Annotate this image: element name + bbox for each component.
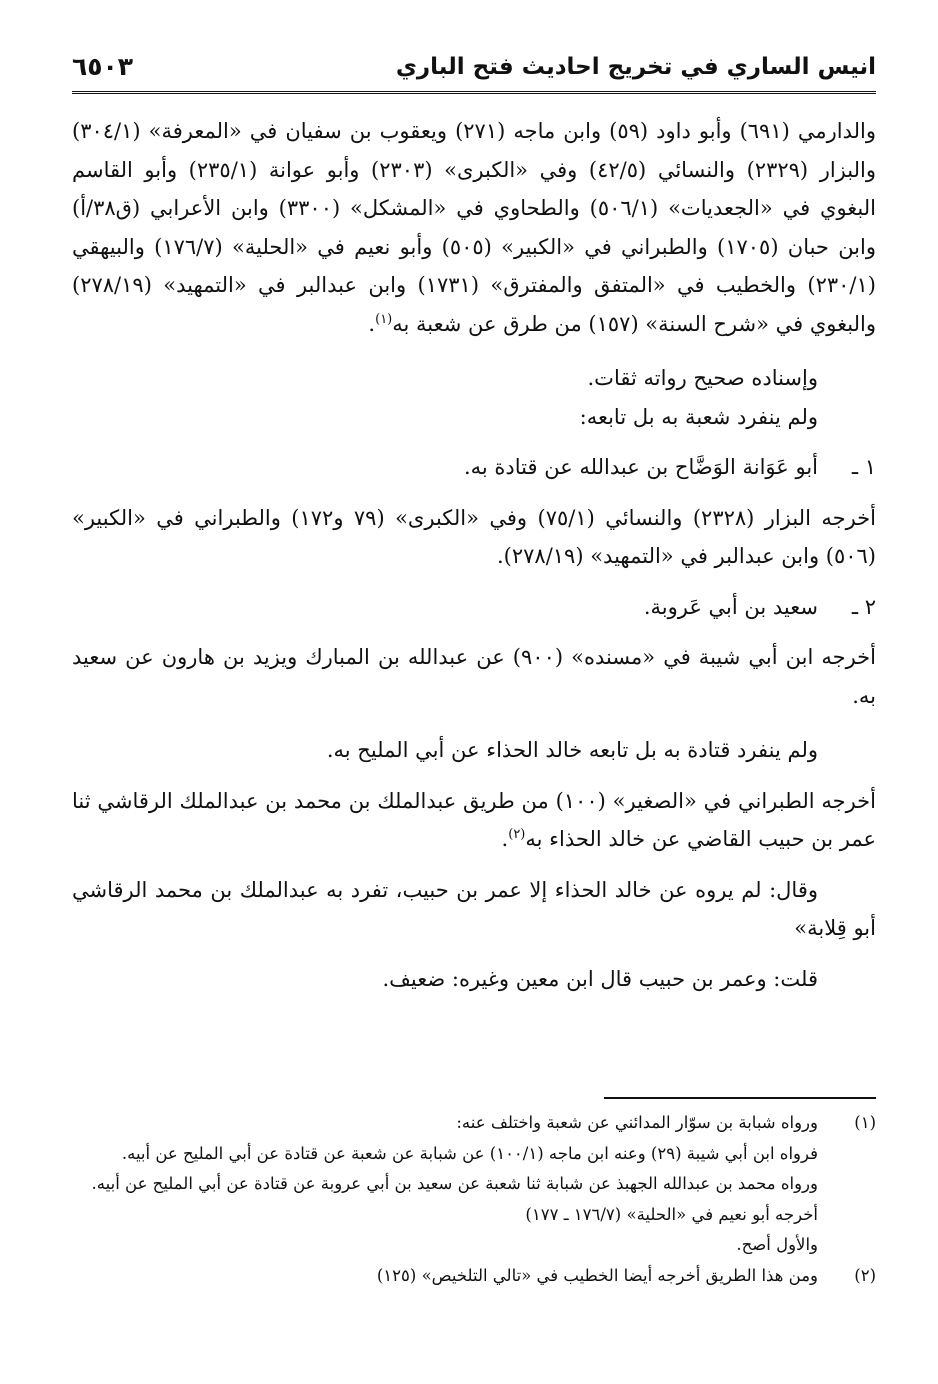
paragraph-tabarani-text: أخرجه الطبراني في «الصغير» (١٠٠) من طريق عبدالملك بن محمد بن عبدالملك الرقاشي ثنا عمر بن حبيب القاضي عن خالد الحذاء به <box>72 788 877 851</box>
paragraph-quote: وقال: لم يروه عن خالد الحذاء إلا عمر بن حبيب، تفرد به عبدالملك بن محمد الرقاشي أبو قِلابة» <box>72 877 876 940</box>
header-rule <box>72 91 876 94</box>
paragraph-verdict: قلت: وعمر بن حبيب قال ابن معين وغيره: ضعيف. <box>382 966 818 991</box>
paragraph-item2-source: أخرجه ابن أبي شيبة في «مسنده» (٩٠٠) عن عبدالله بن المبارك ويزيد بن هارون عن سعيد به. <box>72 645 876 708</box>
paragraph-references-end: . <box>368 311 376 336</box>
footnote-ref-1[interactable]: (١) <box>375 311 393 327</box>
footnote-separator <box>604 1097 876 1099</box>
paragraph-follow-up: ولم ينفرد شعبة به بل تابعه: <box>579 404 818 429</box>
paragraph-references-text: والدارمي (٦٩١) وأبو داود (٥٩) وابن ماجه (٢٧١) ويعقوب بن سفيان في «المعرفة» (٣٠٤/١) والبزار (٢٣٢٩) والنسائي (٤٢/٥) وفي «الكبرى» (٢٣٠٣) وأبو عوانة (٢٣٥/١) وأبو القاسم البغوي في «الجعديات» (٥٠٦/١) والطحاوي في «المشكل» (٣٣٠٠) وابن الأعرابي (ق٣٨/أ) وابن حبان (١٧٠٥) والطبراني في «الكبير» (٥٠٥) وأبو نعيم في «الحلية» (١٧٦/٧) والبيهقي (٢٣٠/١) والخطيب في «المتفق والمفترق» (١٧٣١) وابن عبدالبر في «التمهيد» (٢٧٨/١٩) والبغوي في «شرح السنة» (١٥٧) من طرق عن شعبة به <box>72 119 876 336</box>
list-item-1 <box>72 448 876 487</box>
list-item-1-text: أبو عَوَانة الوَضَّاح بن عبدالله عن قتادة به. <box>463 455 818 479</box>
footnote-ref-2[interactable]: (٢) <box>508 827 526 842</box>
footnote-1-line-3: ورواه محمد بن عبدالله الجهبذ عن شبابة ثنا شعبة عن سعيد بن أبي عروبة عن قتادة عن أبي المليح عن أبيه. <box>91 1174 818 1193</box>
list-item-2 <box>72 588 876 627</box>
paragraph-tabarani <box>72 782 876 859</box>
paragraph-isnad: وإسناده صحيح رواته ثقات. <box>587 366 818 390</box>
footnote-1 <box>72 1108 876 1139</box>
page-header <box>72 52 876 94</box>
footnote-2-mark: (٢) <box>854 1265 876 1285</box>
paragraph-tabarani-end: . <box>501 827 509 851</box>
footnote-1-line-5: والأول أصح. <box>736 1235 818 1254</box>
main-text <box>72 112 876 998</box>
paragraph-khalid: ولم ينفرد قتادة به بل تابعه خالد الحذاء عن أبي المليح به. <box>326 738 818 762</box>
footnote-2 <box>72 1261 876 1292</box>
footnote-1-line-1: ورواه شبابة بن سوّار المدائني عن شعبة واختلف عنه: <box>456 1113 818 1132</box>
footnotes <box>72 1108 876 1291</box>
footnote-1-mark: (١) <box>854 1113 876 1132</box>
running-title: انيس الساري في تخريج احاديث فتح الباري <box>395 54 876 80</box>
list-item-1-number: ١ ـ <box>851 455 876 479</box>
footnote-1-line-2: فرواه ابن أبي شيبة (٢٩) وعنه ابن ماجه (١٠٠/١) عن شبابة عن شعبة عن قتادة عن أبي المليح عن أبيه. <box>121 1143 818 1163</box>
footnote-1-line-4: أخرجه أبو نعيم في «الحلية» (١٧٦/٧ ـ ١٧٧) <box>525 1204 818 1224</box>
list-item-2-text: سعيد بن أبي عَروبة. <box>643 594 818 619</box>
footnote-2-line-1: ومن هذا الطريق أخرجه أيضا الخطيب في «تالي التلخيص» (١٢٥) <box>376 1265 818 1285</box>
list-item-2-number: ٢ ـ <box>851 594 876 619</box>
page-number: ٦٥٠٣ <box>72 52 134 81</box>
paragraph-references <box>72 112 876 343</box>
paragraph-item1-source: أخرجه البزار (٢٣٢٨) والنسائي (٧٥/١) وفي «الكبرى» (٧٩ و١٧٢) والطبراني في «الكبير» (٥٠٦) وابن عبدالبر في «التمهيد» (٢٧٨/١٩). <box>72 505 876 568</box>
